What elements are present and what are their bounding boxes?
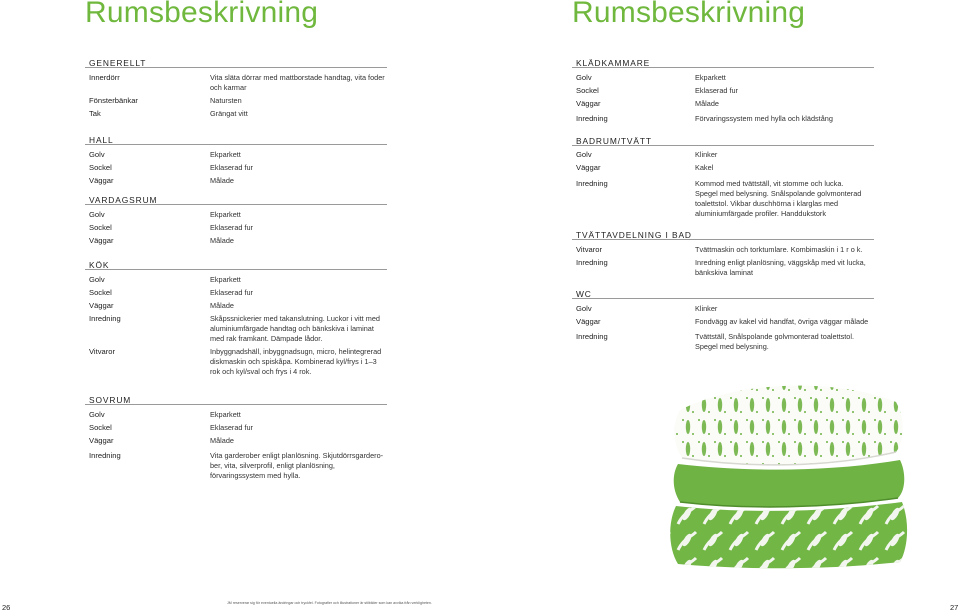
disclaimer-note: JM reserverar sig för eventuella ändringar och tryckfel. Fotografier och illustrationer är stilbilder som kan avvika från verkligheten. bbox=[227, 601, 432, 605]
row-label: Vitvaror bbox=[576, 245, 603, 254]
row-label: Golv bbox=[89, 275, 105, 284]
divider bbox=[85, 204, 387, 205]
row-label: Sockel bbox=[576, 86, 599, 95]
row-label: Väggar bbox=[89, 176, 114, 185]
row-value: Målade bbox=[695, 99, 719, 108]
row-label: Inredning bbox=[576, 114, 608, 123]
page-title: Rumsbeskrivning bbox=[85, 0, 319, 29]
page-number-left: 26 bbox=[2, 603, 11, 612]
section-heading-generellt: GENERELLT bbox=[89, 58, 147, 68]
row-label: Inredning bbox=[89, 451, 121, 460]
row-value: Eklaserad fur bbox=[210, 223, 253, 232]
divider bbox=[572, 145, 874, 146]
section-heading-vardagsrum: VARDAGSRUM bbox=[89, 195, 158, 205]
row-label: Sockel bbox=[89, 223, 112, 232]
row-label: Väggar bbox=[89, 301, 114, 310]
section-heading-kok: KÖK bbox=[89, 260, 110, 270]
row-value: Eklaserad fur bbox=[695, 86, 738, 95]
section-heading-hall: HALL bbox=[89, 135, 114, 145]
row-value: Eklaserad fur bbox=[210, 423, 253, 432]
section-heading-kladkammare: KLÄDKAMMARE bbox=[576, 58, 651, 68]
row-value: Ekparkett bbox=[210, 275, 241, 284]
row-value: Natursten bbox=[210, 96, 242, 105]
row-value: Vita garderober enligt planlösning. Skjutdörrsgardero-ber, vita, silverprofil, enligt planlösning, förvaringssystem med hylla. bbox=[210, 451, 384, 480]
row-value: Vita släta dörrar med mattborstade handtag, vita foder och karmar bbox=[210, 73, 385, 92]
divider bbox=[572, 67, 874, 68]
row-label: Sockel bbox=[89, 163, 112, 172]
page-number-right: 27 bbox=[950, 603, 959, 612]
pillows-photo bbox=[648, 372, 928, 572]
row-label: Sockel bbox=[89, 288, 112, 297]
row-label: Tak bbox=[89, 109, 101, 118]
divider bbox=[85, 144, 387, 145]
row-value: Ekparkett bbox=[695, 73, 726, 82]
row-value: Grängat vitt bbox=[210, 109, 248, 118]
page-title: Rumsbeskrivning bbox=[572, 0, 806, 29]
row-value: Klinker bbox=[695, 304, 718, 313]
row-value: Eklaserad fur bbox=[210, 163, 253, 172]
divider bbox=[85, 67, 387, 68]
row-value: Eklaserad fur bbox=[210, 288, 253, 297]
row-value: Skåpssnickerier med takanslutning. Luckor i vitt med aluminiumfärgade handtag och bänkskiva i laminat med rak framkant. Dämpade lådor. bbox=[210, 314, 380, 343]
row-label: Golv bbox=[89, 210, 105, 219]
row-label: Sockel bbox=[89, 423, 112, 432]
row-label: Fönsterbänkar bbox=[89, 96, 138, 105]
divider bbox=[572, 239, 874, 240]
row-value: Ekparkett bbox=[210, 410, 241, 419]
row-value: Inbyggnadshäll, inbyggnadsugn, micro, helintegrerad diskmaskin och spiskåpa. Kombinerad kyl/frys i 1–3 rok och kyl/sval och frys i 4 rok. bbox=[210, 347, 382, 376]
row-label: Väggar bbox=[576, 99, 601, 108]
row-value: Inredning enligt planlösning, väggskåp med vit lucka, bänkskiva laminat bbox=[695, 258, 866, 277]
row-label: Väggar bbox=[89, 236, 114, 245]
divider bbox=[85, 404, 387, 405]
row-label: Golv bbox=[576, 150, 592, 159]
row-value: Förvaringssystem med hylla och klädstång bbox=[695, 114, 833, 123]
row-value: Målade bbox=[210, 301, 234, 310]
row-value: Kakel bbox=[695, 163, 714, 172]
divider bbox=[85, 269, 387, 270]
row-value: Tvättställ, Snålspolande golvmonterad toalettstol. Spegel med belysning. bbox=[695, 332, 854, 351]
row-value: Målade bbox=[210, 236, 234, 245]
section-heading-badrum: BADRUM/TVÄTT bbox=[576, 136, 652, 146]
section-heading-sovrum: SOVRUM bbox=[89, 395, 132, 405]
row-label: Väggar bbox=[576, 317, 601, 326]
section-heading-wc: WC bbox=[576, 289, 592, 299]
row-label: Inredning bbox=[89, 314, 121, 323]
row-label: Inredning bbox=[576, 258, 608, 267]
row-label: Innerdörr bbox=[89, 73, 120, 82]
row-value: Målade bbox=[210, 176, 234, 185]
row-label: Väggar bbox=[89, 436, 114, 445]
row-value: Klinker bbox=[695, 150, 718, 159]
row-value: Kommod med tvättställ, vit stomme och lucka. Spegel med belysning. Snålspolande golvmonterad toalettstol. Vikbar duschhörna i klarglas med aluminiumfärgade profiler. Handdukstork bbox=[695, 179, 862, 218]
section-heading-tvattavdelning: TVÄTTAVDELNING I BAD bbox=[576, 230, 692, 240]
row-value: Fondvägg av kakel vid handfat, övriga väggar målade bbox=[695, 317, 869, 326]
row-label: Vitvaror bbox=[89, 347, 116, 356]
row-label: Inredning bbox=[576, 332, 608, 341]
row-value: Tvättmaskin och torktumlare. Kombimaskin i 1 r o k. bbox=[695, 245, 863, 254]
row-label: Inredning bbox=[576, 179, 608, 188]
row-value: Ekparkett bbox=[210, 150, 241, 159]
row-label: Golv bbox=[576, 304, 592, 313]
row-label: Golv bbox=[576, 73, 592, 82]
divider bbox=[572, 298, 874, 299]
row-value: Ekparkett bbox=[210, 210, 241, 219]
row-label: Väggar bbox=[576, 163, 601, 172]
row-label: Golv bbox=[89, 410, 105, 419]
row-label: Golv bbox=[89, 150, 105, 159]
row-value: Målade bbox=[210, 436, 234, 445]
